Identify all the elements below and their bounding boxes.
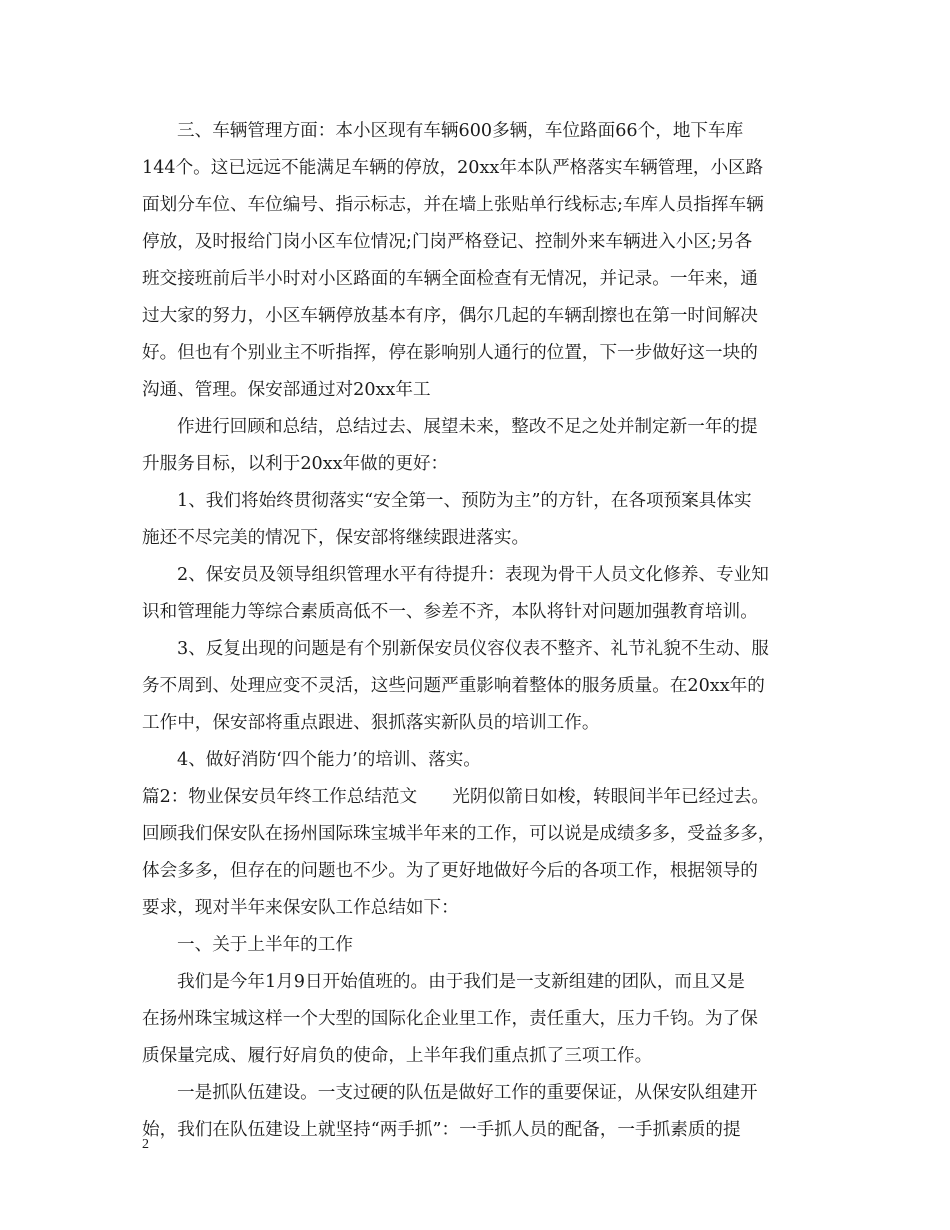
text-line: 回顾我们保安队在扬州国际珠宝城半年来的工作，可以说是成绩多多，受益多多， [142,824,776,844]
text-line: 在扬州珠宝城这样一个大型的国际化企业里工作，责任重大，压力千钧。为了保 [142,1009,758,1029]
text-line: 144个。这已远远不能满足车辆的停放，20xx年本队严格落实车辆管理，小区路 [142,158,764,178]
text-line: 我们是今年1月9日开始值班的。由于我们是一支新组建的团队，而且又是 [177,972,745,992]
text-line: 好。但也有个别业主不听指挥，停在影响别人通行的位置，下一步做好这一块的 [142,343,758,363]
text-line: 1、我们将始终贯彻落实“安全第一、预防为主”的方针，在各项预案具体实 [177,491,752,511]
text-line: 升服务目标，以利于20xx年做的更好： [142,454,449,474]
document-body [142,113,802,1149]
text-line: 工作中，保安部将重点跟进、狠抓落实新队员的培训工作。 [142,713,600,733]
text-line: 要求，现对半年来保安队工作总结如下： [142,898,459,918]
text-line: 识和管理能力等综合素质高低不一、参差不齐，本队将针对问题加强教育培训。 [142,602,758,622]
text-line: 4、做好消防‘四个能力’的培训、落实。 [177,750,481,770]
text-line: 面划分车位、车位编号、指示标志，并在墙上张贴单行线标志;车库人员指挥车辆 [142,195,764,215]
text-line: 一、关于上半年的工作 [177,935,353,955]
text-line: 始，我们在队伍建设上就坚持“两手抓”：一手抓人员的配备，一手抓素质的提 [142,1120,741,1140]
text-line: 3、反复出现的问题是有个别新保安员仪容仪表不整齐、礼节礼貌不生动、服 [177,639,769,659]
text-line: 质保量完成、履行好肩负的使命，上半年我们重点抓了三项工作。 [142,1046,653,1066]
text-line: 作进行回顾和总结，总结过去、展望未来，整改不足之处并制定新一年的提 [177,417,758,437]
text-line: 沟通、管理。保安部通过对20xx年工 [142,380,431,400]
page-number: 2 [142,1137,149,1152]
text-line: 一是抓队伍建设。一支过硬的队伍是做好工作的重要保证，从保安队组建开 [177,1083,758,1103]
text-line: 过大家的努力，小区车辆停放基本有序，偶尔几起的车辆刮擦也在第一时间解决 [142,306,758,326]
text-line: 班交接班前后半小时对小区路面的车辆全面检查有无情况，并记录。一年来，通 [142,269,758,289]
text-line: 停放，及时报给门岗小区车位情况;门岗严格登记、控制外来车辆进入小区;另各 [142,232,753,252]
text-line: 施还不尽完美的情况下，保安部将继续跟进落实。 [142,528,530,548]
text-line: 2、保安员及领导组织管理水平有待提升：表现为骨干人员文化修养、专业知 [177,565,769,585]
text-line: 务不周到、处理应变不灵活，这些问题严重影响着整体的服务质量。在20xx年的 [142,676,765,696]
text-line: 篇2：物业保安员年终工作总结范文 光阴似箭日如梭，转眼间半年已经过去。 [142,787,769,807]
text-line: 体会多多，但存在的问题也不少。为了更好地做好今后的各项工作，根据领导的 [142,861,758,881]
text-line: 三、车辆管理方面：本小区现有车辆600多辆，车位路面66个，地下车库 [177,121,744,141]
